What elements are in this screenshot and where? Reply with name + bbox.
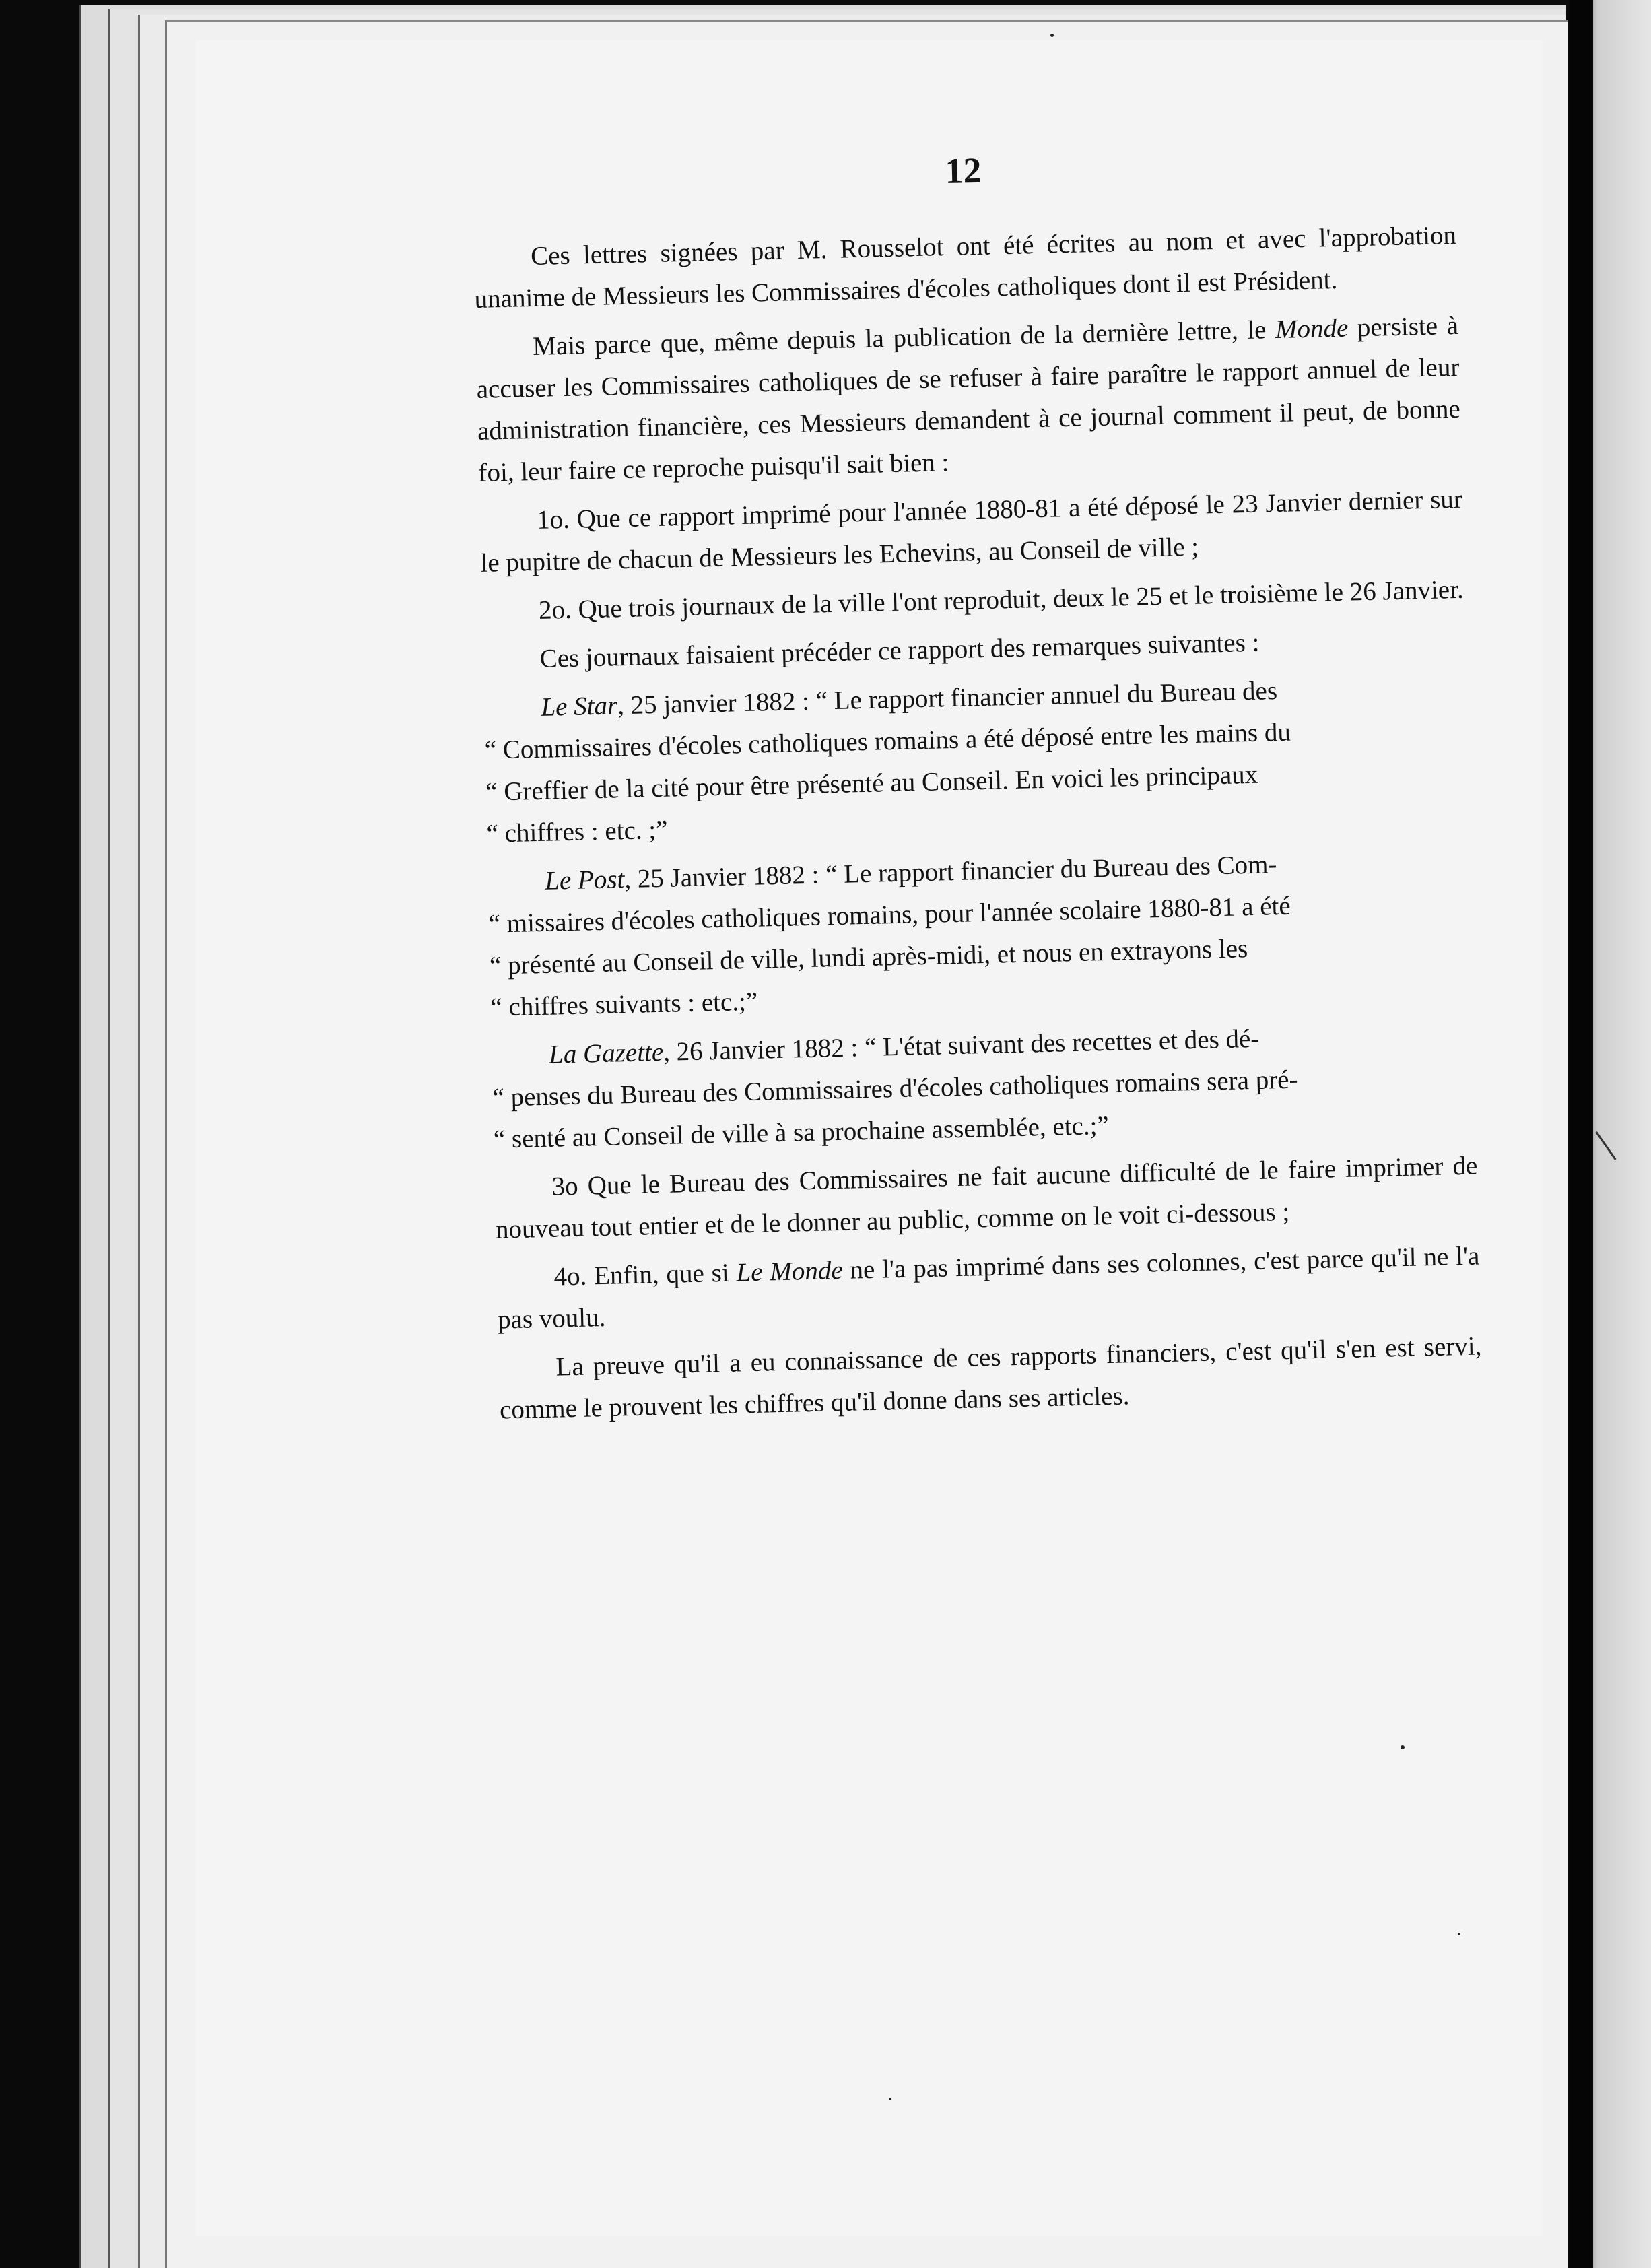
newspaper-quote [487,840,1474,1029]
quote-line: “ Commissaires d'écoles catholiques romains a été déposé entre les mains du [484,717,1291,765]
newspaper-title: Le Post [544,865,625,896]
quote-line: “ Greffier de la cité pour être présenté au Conseil. En voici les principaux [485,760,1258,807]
quote-line: “ Le rapport financier du Bureau des Com- [825,850,1277,890]
newspaper-title: Le Monde [736,1255,844,1288]
paragraph [475,305,1462,494]
book-gutter [1569,0,1593,2268]
paragraph-text: persiste à accuser les Commissaires catholiques de se refuser à faire paraître le rapport annuel de leur administration financière, ces Messieurs demandent à ce journal comment il peut, de bonne foi, leur faire ce reproche puisqu'il sait bien : [476,310,1461,488]
newspaper-quote [483,666,1470,855]
paragraph: La preuve qu'il a eu connaissance de ces rapports financiers, c'est qu'il s'en est servi, comme le prouvent les chiffres qu'il donne dans ses articles. [499,1331,1482,1425]
newspaper-title: Monde [1275,313,1349,344]
paragraph: Ces lettres signées par M. Rousselot ont été écrites au nom et avec l'approbation unanime de Messieurs les Commissaires d'écoles catholiques dont il est Président. [474,220,1457,314]
paragraph: Ces journaux faisaient précéder ce rapport des remarques suivantes : [539,628,1260,673]
paragraph: 1o. Que ce rapport imprimé pour l'année 1880-81 a été déposé le 23 Janvier dernier sur le pupitre de chacun de Messieurs les Echevins, au Conseil de ville ; [480,484,1463,578]
quote-date: , 26 Janvier 1882 : [663,1033,865,1067]
paragraph [496,1235,1481,1341]
quote-line: “ missaires d'écoles catholiques romains, pour l'année scolaire 1880-81 a été [488,891,1291,939]
quote-line: “ présenté au Conseil de ville, lundi après-midi, et nous en extrayons les [489,934,1248,980]
quote-line: “ senté au Conseil de ville à sa prochaine assemblée, etc.;” [493,1110,1110,1154]
ink-speck [1401,1745,1405,1749]
quote-line: “ Le rapport financier annuel du Bureau des [815,676,1278,716]
ink-speck [1458,1933,1460,1935]
paragraph-text: Mais parce que, même depuis la publication de la dernière lettre, le [532,314,1276,361]
ink-speck [889,2098,891,2100]
paragraph: 2o. Que trois journaux de la ville l'ont reproduit, deux le 25 et le troisième le 26 Janvier. [538,574,1464,625]
page-number: 12 [944,149,982,192]
quote-line: “ penses du Bureau des Commissaires d'écoles catholiques romains sera pré- [492,1065,1298,1112]
newspaper-title: La Gazette [548,1037,664,1069]
newspaper-quote [491,1013,1477,1161]
quote-line: “ chiffres : etc. ;” [486,815,668,848]
paragraph-text: 4o. Enfin, que si [553,1258,737,1292]
ink-speck [1050,34,1054,37]
page-text [471,139,1483,1438]
quote-date: , 25 janvier 1882 : [617,686,817,721]
quote-date: , 25 Janvier 1882 : [624,860,826,894]
quote-line: “ chiffres suivants : etc.;” [490,987,758,1022]
newspaper-title: Le Star [540,691,618,722]
paragraph-text: ne l'a pas imprimé dans ses colonnes, c'est parce qu'il ne l'a pas voulu. [497,1241,1480,1335]
paragraph: 3o Que le Bureau des Commissaires ne fait aucune difficulté de le faire imprimer de nouveau tout entier et de le donner au public, comme on le voit ci-dessous ; [495,1151,1478,1244]
quote-line: “ L'état suivant des recettes et des dé- [864,1024,1260,1063]
